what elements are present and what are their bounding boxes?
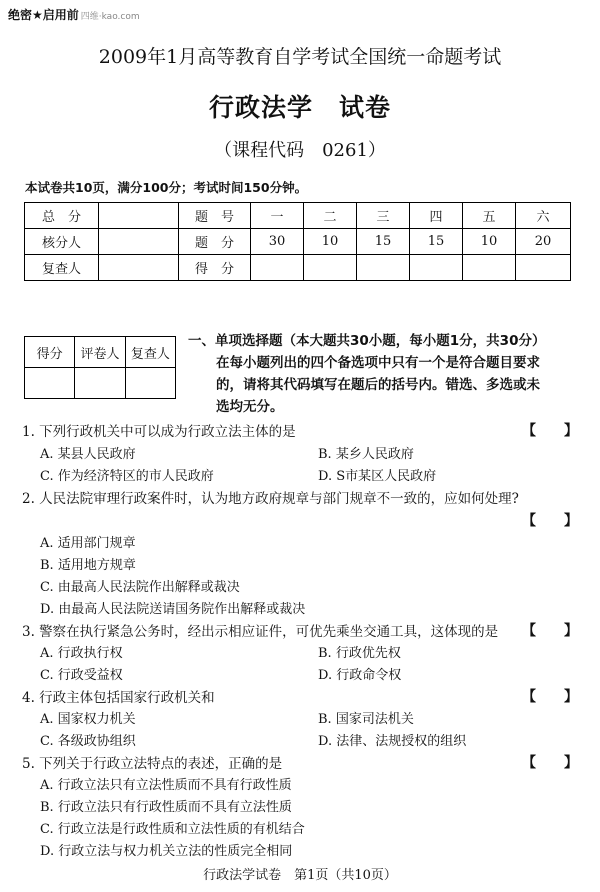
option: A. 行政执行权 <box>40 646 123 661</box>
option: C. 行政立法是行政性质和立法性质的有机结合 <box>40 822 305 837</box>
course-code: （课程代码 0261） <box>214 140 386 161</box>
cell <box>99 203 179 229</box>
question-stem: 1. 下列行政机关中可以成为行政立法主体的是 <box>22 424 296 440</box>
subject-title: 行政法学 试卷 <box>208 93 391 122</box>
cell: 题 分 <box>179 229 251 255</box>
confidential-mark <box>8 6 140 23</box>
option: D. 法律、法规授权的组织 <box>318 734 467 749</box>
answer-bracket: 【 】 <box>522 513 578 529</box>
cell: 一 <box>251 203 304 229</box>
cell <box>251 255 304 281</box>
cell: 10 <box>304 229 357 255</box>
answer-bracket: 【 】 <box>522 623 578 639</box>
confidential-label: 绝密★启用前 <box>8 8 79 22</box>
cell <box>125 368 175 399</box>
option: C. 行政受益权 <box>40 668 123 683</box>
section-instructions <box>188 330 580 418</box>
grader-header-row <box>25 337 176 368</box>
cell <box>304 255 357 281</box>
score-table <box>24 202 571 281</box>
section-text: 在每小题列出的四个备选项中只有一个是符合题目要求 <box>216 355 540 371</box>
cell <box>516 255 571 281</box>
option: B. 行政立法只有行政性质而不具有立法性质 <box>40 800 292 815</box>
option: D. 由最高人民法院送请国务院作出解释或裁决 <box>40 602 306 617</box>
option: A. 国家权力机关 <box>40 712 136 727</box>
option: A. 某县人民政府 <box>40 447 136 462</box>
grader-blank-row <box>25 368 176 399</box>
cell: 三 <box>357 203 410 229</box>
watermark: 四维·kao.com <box>80 12 140 22</box>
cell <box>357 255 410 281</box>
cell: 得分 <box>25 337 75 368</box>
option: A. 行政立法只有立法性质而不具有行政性质 <box>40 778 292 793</box>
cell: 15 <box>357 229 410 255</box>
cell: 二 <box>304 203 357 229</box>
question-stem: 5. 下列关于行政立法特点的表述，正确的是 <box>22 756 283 772</box>
cell: 30 <box>251 229 304 255</box>
answer-bracket: 【 】 <box>522 755 578 771</box>
cell: 总 分 <box>25 203 99 229</box>
cell: 六 <box>516 203 571 229</box>
option: D. 行政立法与权力机关立法的性质完全相同 <box>40 844 293 859</box>
cell: 15 <box>410 229 463 255</box>
cell: 得 分 <box>179 255 251 281</box>
question-stem: 4. 行政主体包括国家行政机关和 <box>22 690 215 706</box>
exam-title: 2009年1月高等教育自学考试全国统一命题考试 <box>98 46 502 68</box>
option: B. 行政优先权 <box>318 646 401 661</box>
option: D. S市某区人民政府 <box>318 469 437 484</box>
option: B. 国家司法机关 <box>318 712 414 727</box>
score-row-3 <box>25 255 571 281</box>
cell: 复查人 <box>125 337 175 368</box>
option: A. 适用部门规章 <box>40 536 136 551</box>
exam-note: 本试卷共10页，满分100分；考试时间150分钟。 <box>25 180 308 195</box>
option: B. 适用地方规章 <box>40 558 136 573</box>
cell: 四 <box>410 203 463 229</box>
option: C. 由最高人民法院作出解释或裁决 <box>40 580 240 595</box>
page-footer: 行政法学试卷 第1页（共10页） <box>203 868 397 883</box>
cell: 五 <box>463 203 516 229</box>
cell: 评卷人 <box>75 337 125 368</box>
section-heading: 一、单项选择题（本大题共30小题，每小题1分，共30分） <box>188 333 546 349</box>
cell <box>410 255 463 281</box>
grader-box <box>24 336 176 399</box>
score-row-1 <box>25 203 571 229</box>
question-stem: 2. 人民法院审理行政案件时，认为地方政府规章与部门规章不一致的，应如何处理? <box>22 491 519 507</box>
section-text: 的，请将其代码填写在题后的括号内。错选、多选或未 <box>216 377 540 393</box>
cell <box>99 229 179 255</box>
answer-bracket: 【 】 <box>522 423 578 439</box>
cell: 核分人 <box>25 229 99 255</box>
cell: 复查人 <box>25 255 99 281</box>
cell <box>75 368 125 399</box>
cell: 10 <box>463 229 516 255</box>
option: C. 各级政协组织 <box>40 734 136 749</box>
option: C. 作为经济特区的市人民政府 <box>40 469 214 484</box>
cell: 题 号 <box>179 203 251 229</box>
option: B. 某乡人民政府 <box>318 447 414 462</box>
option: D. 行政命令权 <box>318 668 402 683</box>
section-text: 选均无分。 <box>216 399 284 415</box>
cell: 20 <box>516 229 571 255</box>
cell <box>463 255 516 281</box>
answer-bracket: 【 】 <box>522 689 578 705</box>
score-row-2 <box>25 229 571 255</box>
cell <box>25 368 75 399</box>
cell <box>99 255 179 281</box>
question-stem: 3. 警察在执行紧急公务时，经出示相应证件，可优先乘坐交通工具，这体现的是 <box>22 624 499 640</box>
